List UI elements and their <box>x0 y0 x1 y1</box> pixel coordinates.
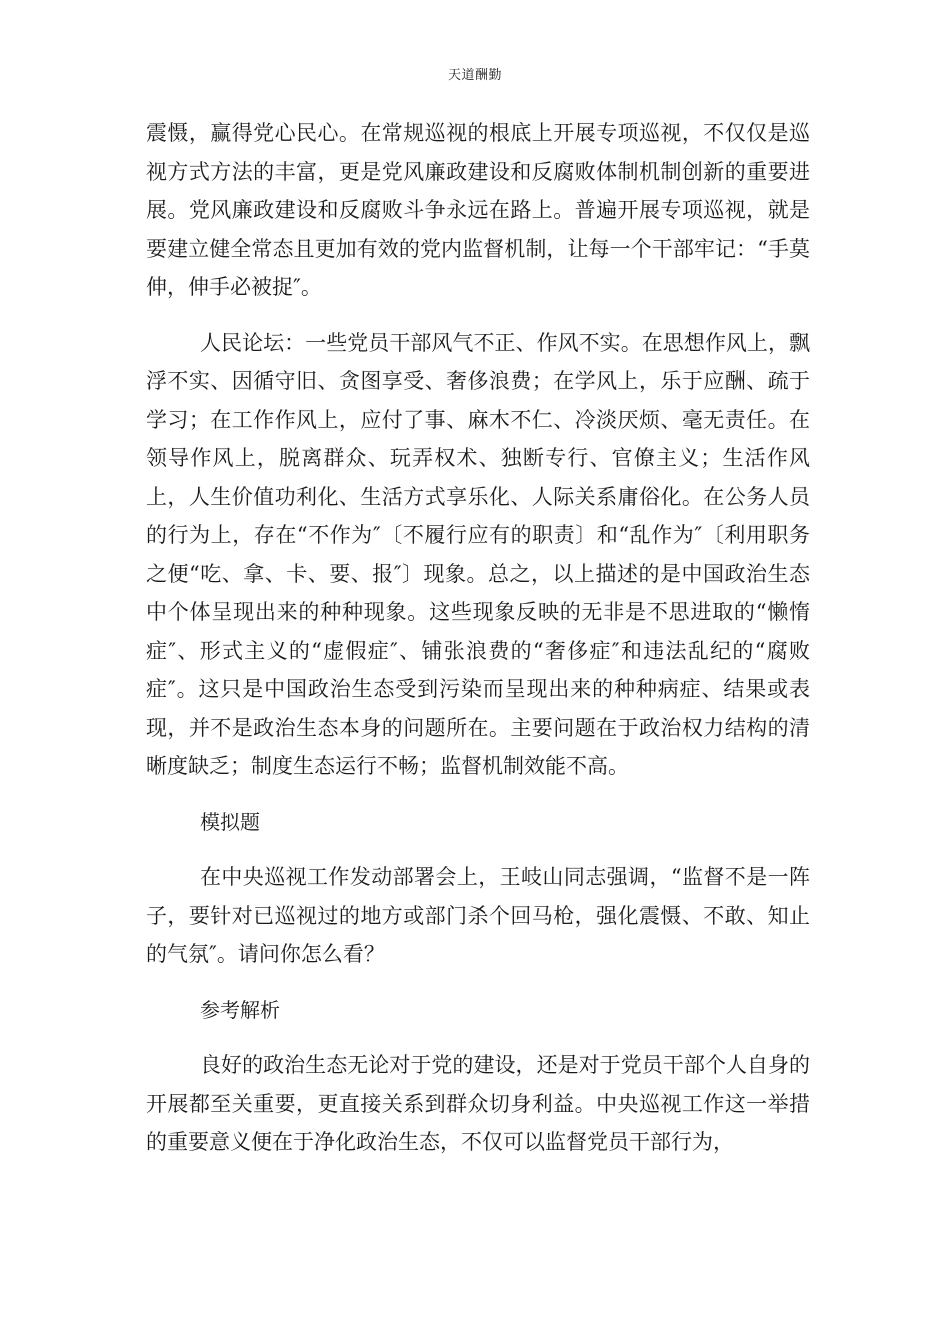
paragraph-mock-question: 在中央巡视工作发动部署会上，王岐山同志强调，“监督不是一阵子，要针对已巡视过的地方或部门杀个回马枪，强化震慑、不敢、知止的气氛″。请问你怎么看？ <box>146 865 810 966</box>
paragraph-continuation: 震慑，赢得党心民心。在常规巡视的根底上开展专项巡视，不仅仅是巡视方式方法的丰富，更是党风廉政建设和反腐败体制机制创新的重要进展。党风廉政建设和反腐败斗争永远在路上。普遍开展专项巡视，就是要建立健全常态且更加有效的党内监督机制，让每一个干部牢记：“手莫伸，伸手必被捉″。 <box>146 121 810 299</box>
section-heading-mock-question: 模拟题 <box>200 809 260 834</box>
page-header: 天道酬勤 <box>447 68 502 83</box>
paragraph-reference-analysis: 良好的政治生态无论对于党的建设，还是对于党员干部个人自身的开展都至关重要，更直接关系到群众切身利益。中央巡视工作这一举措的重要意义便在于净化政治生态，不仅可以监督党员干部行为， <box>146 1053 810 1154</box>
section-heading-reference-analysis: 参考解析 <box>200 997 280 1022</box>
document-body <box>146 114 810 1179</box>
paragraph-renmin-luntan: 人民论坛：一些党员干部风气不正、作风不实。在思想作风上，飘浮不实、因循守旧、贪图享受、奢侈浪费；在学风上，乐于应酬、疏于学习；在工作作风上，应付了事、麻木不仁、冷淡厌烦、毫无责任。在领导作风上，脱离群众、玩弄权术、独断专行、官僚主义；生活作风上，人生价值功利化、生活方式享乐化、人际关系庸俗化。在公务人员的行为上，存在“不作为″〔不履行应有的职责〕和“乱作为″〔利用职务之便“吃、拿、卡、要、报″〕现象。总之，以上描述的是中国政治生态中个体呈现出来的种种现象。这些现象反映的无非是不思进取的“懒惰症″、形式主义的“虚假症″、铺张浪费的“奢侈症″和违法乱纪的“腐败症″。这只是中国政治生态受到污染而呈现出来的种种病症、结果或表现，并不是政治生态本身的问题所在。主要问题在于政治权力结构的清晰度缺乏；制度生态运行不畅；监督机制效能不高。 <box>146 330 810 778</box>
